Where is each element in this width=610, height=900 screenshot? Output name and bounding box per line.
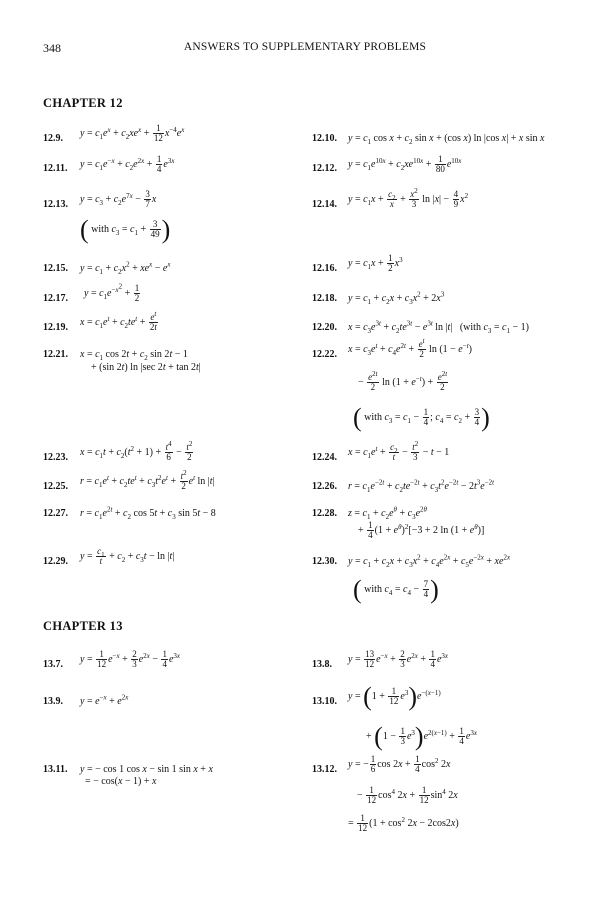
answer-12-23: $x = c_1t + c_2(t^2 + 1)$ + $\frac{t^4}{6}$ − $\frac{t^2}{2}$ xyxy=(80,440,193,463)
answer-number: 12.10. xyxy=(312,133,337,144)
answer-number: 12.15. xyxy=(43,263,68,274)
answer-12-21: $x = c_1$ $\cos 2t + c_2$ sin 2t − 1 xyxy=(80,349,188,362)
answer-number: 12.25. xyxy=(43,481,68,492)
answer-number: 12.14. xyxy=(312,199,337,210)
answer-number: 12.30. xyxy=(312,556,337,567)
answer-12-28-cont: + $\frac{1}{4}$ $(1 + e^\theta)^2[-3 + 2$ $\ln (1 + e^\theta)$] xyxy=(358,520,485,541)
answer-number: 12.24. xyxy=(312,452,337,463)
answer-12-22-note: ( with $c_3 = c_1$ − $\frac{1}{4}$ ; $c_4 = c_2$ + $\frac{3}{4}$ ) xyxy=(353,402,490,432)
answer-number: 12.17. xyxy=(43,293,68,304)
answer-number: 12.26. xyxy=(312,481,337,492)
answer-12-13: $y = c_3 + c_2e^{7x}$ − $\frac{3}{7}$ x xyxy=(80,189,157,210)
answer-number: 12.11. xyxy=(43,163,68,174)
answer-number: 13.12. xyxy=(312,764,337,775)
answer-13-11-cont: = − cos(x − 1) + x xyxy=(80,776,157,787)
answer-13-12-cont: − $\frac{1}{12}$ $\cos^4 2x$ + $\frac{1}{12}$ $\sin^4 2x$ xyxy=(357,785,458,806)
answer-12-14: $y = c_1x$ + $\frac{c_2}{x}$ + $\frac{x^2}{3}$ ln |x| − $\frac{4}{9}$ $x^2$ xyxy=(348,187,469,210)
answer-13-10: y = (1 + $\frac{1}{12}$ $e^3)e^{-(x-1)}$ xyxy=(348,681,441,711)
answer-number: 12.16. xyxy=(312,263,337,274)
answer-number: 12.22. xyxy=(312,349,337,360)
answer-12-26: $r = c_1e^{-2t} + c_2te^{-2t} + c_3t^2e^{-2t} - 2t^3e^{-2t}$ xyxy=(348,478,495,494)
answer-number: 12.21. xyxy=(43,349,68,360)
answer-13-7: y = $\frac{1}{12}$ $e^{-x}$ + $\frac{2}{3}$ $e^{2x}$ − $\frac{1}{4}$ $e^{3x}$ xyxy=(80,649,181,670)
answer-12-22: $x = c_3e^t + c_4e^{2t}$ + $\frac{e^t}{2}$ $\ln (1 - e^{-t})$ xyxy=(348,337,472,360)
answer-number: 13.10. xyxy=(312,696,337,707)
answer-number: 12.23. xyxy=(43,452,68,463)
answer-12-19: $x = c_1e^t + c_2te^t$ + $\frac{e^t}{2t}$ xyxy=(80,310,157,333)
answer-12-21-cont: + (sin 2t) ln |sec 2t + tan 2t| xyxy=(91,362,201,373)
answer-12-12: $y = c_1e^{10x} + c_2xe^{10x}$ + $\frac{1}{80}$ $e^{10x}$ xyxy=(348,154,462,175)
answer-12-24: $x = c_1e^t$ + $\frac{c_2}{t}$ − $\frac{t^2}{3}$ − t − 1 xyxy=(348,440,450,463)
answer-13-8: y = $\frac{13}{12}$ $e^{-x}$ + $\frac{2}{3}$ $e^{2x}$ + $\frac{1}{4}$ $e^{3x}$ xyxy=(348,649,449,670)
answer-13-10-cont: + (1 − $\frac{1}{3}$ $e^3)e^{2(x-1)}$ + $\frac{1}{4}$ $e^{3x}$ xyxy=(366,721,477,751)
answer-13-12-cont2: = $\frac{1}{12}$ $(1 + \cos^2 2x - 2\cos 2x)$ xyxy=(348,813,459,834)
answer-12-18: $y = c_1 + c_2x + c_3x^2 + 2x^3$ xyxy=(348,290,445,306)
answer-13-12: y = − $\frac{1}{6}$ cos 2x + $\frac{1}{4}$ $\cos^2 2x$ xyxy=(348,754,451,775)
answer-12-20: $x = c_3e^{3t} + c_2te^{3t} - e^{3t}$ ln |t| (with $c_3 = c_1 - 1$) xyxy=(348,319,529,335)
answer-13-9: $y = e^{-x} + e^{2x}$ xyxy=(80,693,129,707)
page-number: 348 xyxy=(43,41,61,55)
answer-12-16: $y = c_1x$ + $\frac{1}{2}$ $x^3$ xyxy=(348,253,403,274)
answer-number: 13.8. xyxy=(312,659,332,670)
answer-number: 12.20. xyxy=(312,322,337,333)
answer-12-27: $r = c_1e^{2t} + c_2$ $\cos 5t + c_3$ sin 5t − 8 xyxy=(80,505,216,521)
answer-12-17: $y = c_1e^{-x^2}$ + $\frac{1}{2}$ xyxy=(84,282,140,304)
answer-number: 12.29. xyxy=(43,556,68,567)
answer-number: 12.12. xyxy=(312,163,337,174)
answer-number: 12.18. xyxy=(312,293,337,304)
answer-12-28: $z = c_1 + c_2e^\theta + c_3e^{2\theta}$ xyxy=(348,505,427,521)
answer-number: 13.11. xyxy=(43,764,68,775)
answer-12-25: $r = c_1e^t + c_2te^t + c_3t^2e^t$ + $\frac{t^2}{2}$ $e^t$ ln |t| xyxy=(80,469,215,492)
answer-13-11: y = − cos 1 cos x − sin 1 sin x + x xyxy=(80,764,213,775)
answer-12-11: $y = c_1e^{-x} + c_2e^{2x}$ + $\frac{1}{4}$ $e^{3x}$ xyxy=(80,154,175,175)
answer-number: 13.9. xyxy=(43,696,63,707)
answer-number: 12.27. xyxy=(43,508,68,519)
answer-12-9: $y = c_1e^x + c_2xe^x$ + $\frac{1}{12}$ $x^{-4}e^x$ xyxy=(80,123,185,144)
answer-12-15: $y = c_1 + c_2x^2 + xe^x - e^x$ xyxy=(80,260,171,276)
answer-12-30: $y = c_1 + c_2x + c_3x^2 + c_4e^{2x} + c_5e^{-2x} + xe^{2x}$ xyxy=(348,553,511,569)
answer-number: 12.9. xyxy=(43,133,63,144)
answer-12-13-note: ( with $c_3 = c_1$ + $\frac{3}{49}$ ) xyxy=(80,214,171,244)
chapter-12-heading: CHAPTER 12 xyxy=(43,96,123,110)
running-head: ANSWERS TO SUPPLEMENTARY PROBLEMS xyxy=(183,41,427,53)
answer-number: 12.28. xyxy=(312,508,337,519)
answer-12-30-note: ( with $c_4 = c_4$ − $\frac{7}{4}$ ) xyxy=(353,574,439,604)
chapter-13-heading: CHAPTER 13 xyxy=(43,619,123,633)
answer-number: 12.13. xyxy=(43,199,68,210)
answer-number: 13.7. xyxy=(43,659,63,670)
answer-12-22-cont: − $\frac{e^{2t}}{2}$ $\ln (1 + e^{-t})$ + $\frac{e^{2t}}{2}$ xyxy=(358,370,448,393)
answer-12-29: y = $\frac{c_1}{t}$ + $c_2 + c_3t - \ln |t|$ xyxy=(80,546,175,567)
answer-12-10: $y = c_1$ $\cos x + c_2$ sin x + (cos x) ln |cos x| + x sin x xyxy=(348,133,545,146)
answer-number: 12.19. xyxy=(43,322,68,333)
